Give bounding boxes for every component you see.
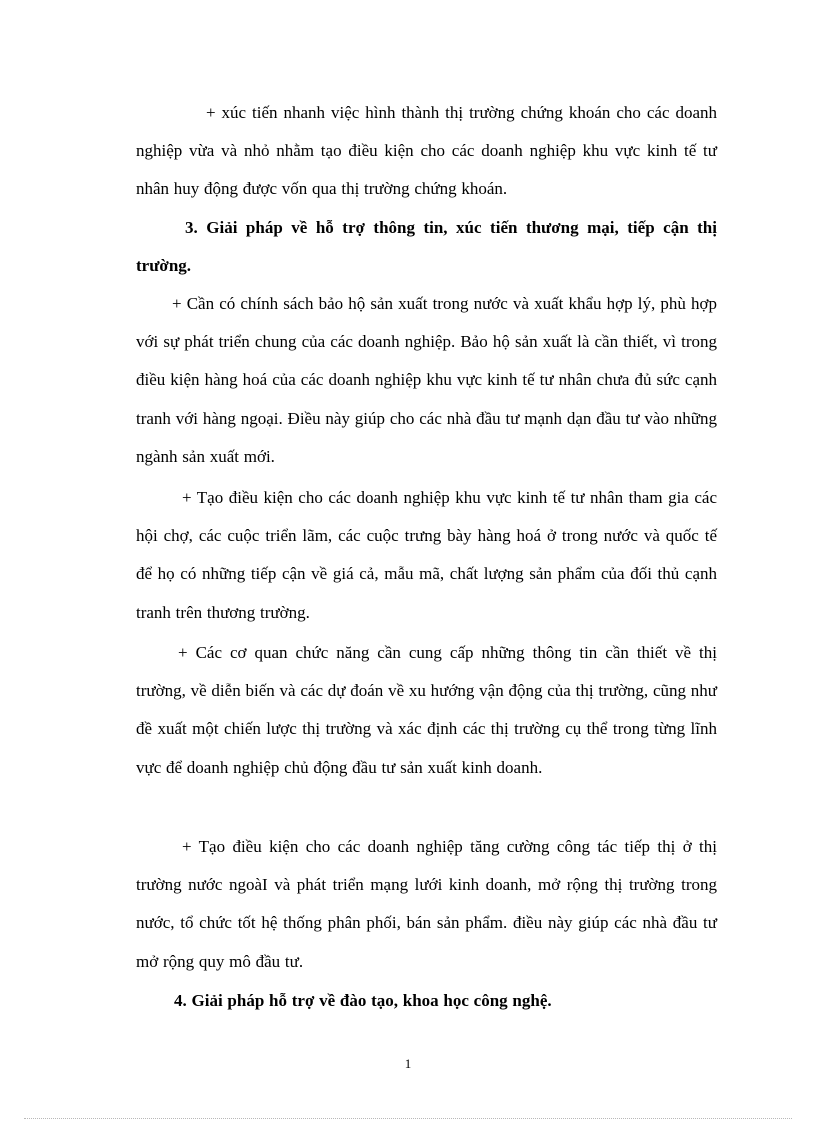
paragraph-production-protection: + Cần có chính sách bảo hộ sản xuất trong nước và xuất khẩu hợp lý, phù hợp với sự phát triển chung của các doanh nghiệp. Bảo hộ sản xuất là cần thiết, vì trong điều kiện hàng hoá của các doanh nghiệp khu vực kinh tế tư nhân chưa đủ sức cạnh tranh với hàng ngoại. Điều này giúp cho các nhà đầu tư mạnh dạn đầu tư vào những ngành sản xuất mới. bbox=[136, 294, 717, 466]
page-number: 1 bbox=[404, 1056, 412, 1071]
paragraph-trade-fairs: + Tạo điều kiện cho các doanh nghiệp khu vực kinh tế tư nhân tham gia các hội chợ, các cuộc triển lãm, các cuộc trưng bày hàng hoá ở trong nước và quốc tế để họ có những tiếp cận về giá cả, mẫu mã, chất lượng sản phẩm của đối thủ cạnh tranh trên thương trường. bbox=[136, 488, 717, 622]
paragraph-market-information: + Các cơ quan chức năng cần cung cấp những thông tin cần thiết về thị trường, về diễn biến và các dự đoán về xu hướng vận động của thị trường, cũng như đề xuất một chiến lược thị trường và xác định các thị trường cụ thể trong từng lĩnh vực để doanh nghiệp chủ động đầu tư sản xuất kinh doanh. bbox=[136, 643, 717, 777]
paragraph-marketing-abroad: + Tạo điều kiện cho các doanh nghiệp tăng cường công tác tiếp thị ở thị trường nước ngoàI và phát triển mạng lưới kinh doanh, mở rộng thị trường trong nước, tổ chức tốt hệ thống phân phối, bán sản phẩm. điều này giúp các nhà đầu tư mở rộng quy mô đầu tư. bbox=[136, 837, 717, 971]
heading-section-4: 4. Giải pháp hỗ trợ về đào tạo, khoa học công nghệ. bbox=[174, 991, 552, 1010]
paragraph-securities-market: + xúc tiến nhanh việc hình thành thị trường chứng khoán cho các doanh nghiệp vừa và nhỏ nhằm tạo điều kiện cho các doanh nghiệp khu vực kinh tế tư nhân huy động được vốn qua thị trường chứng khoán. bbox=[136, 103, 717, 199]
heading-section-3: 3. Giải pháp về hỗ trợ thông tin, xúc tiến thương mại, tiếp cận thị trường. bbox=[136, 218, 717, 276]
page-bottom-divider bbox=[24, 1118, 792, 1119]
